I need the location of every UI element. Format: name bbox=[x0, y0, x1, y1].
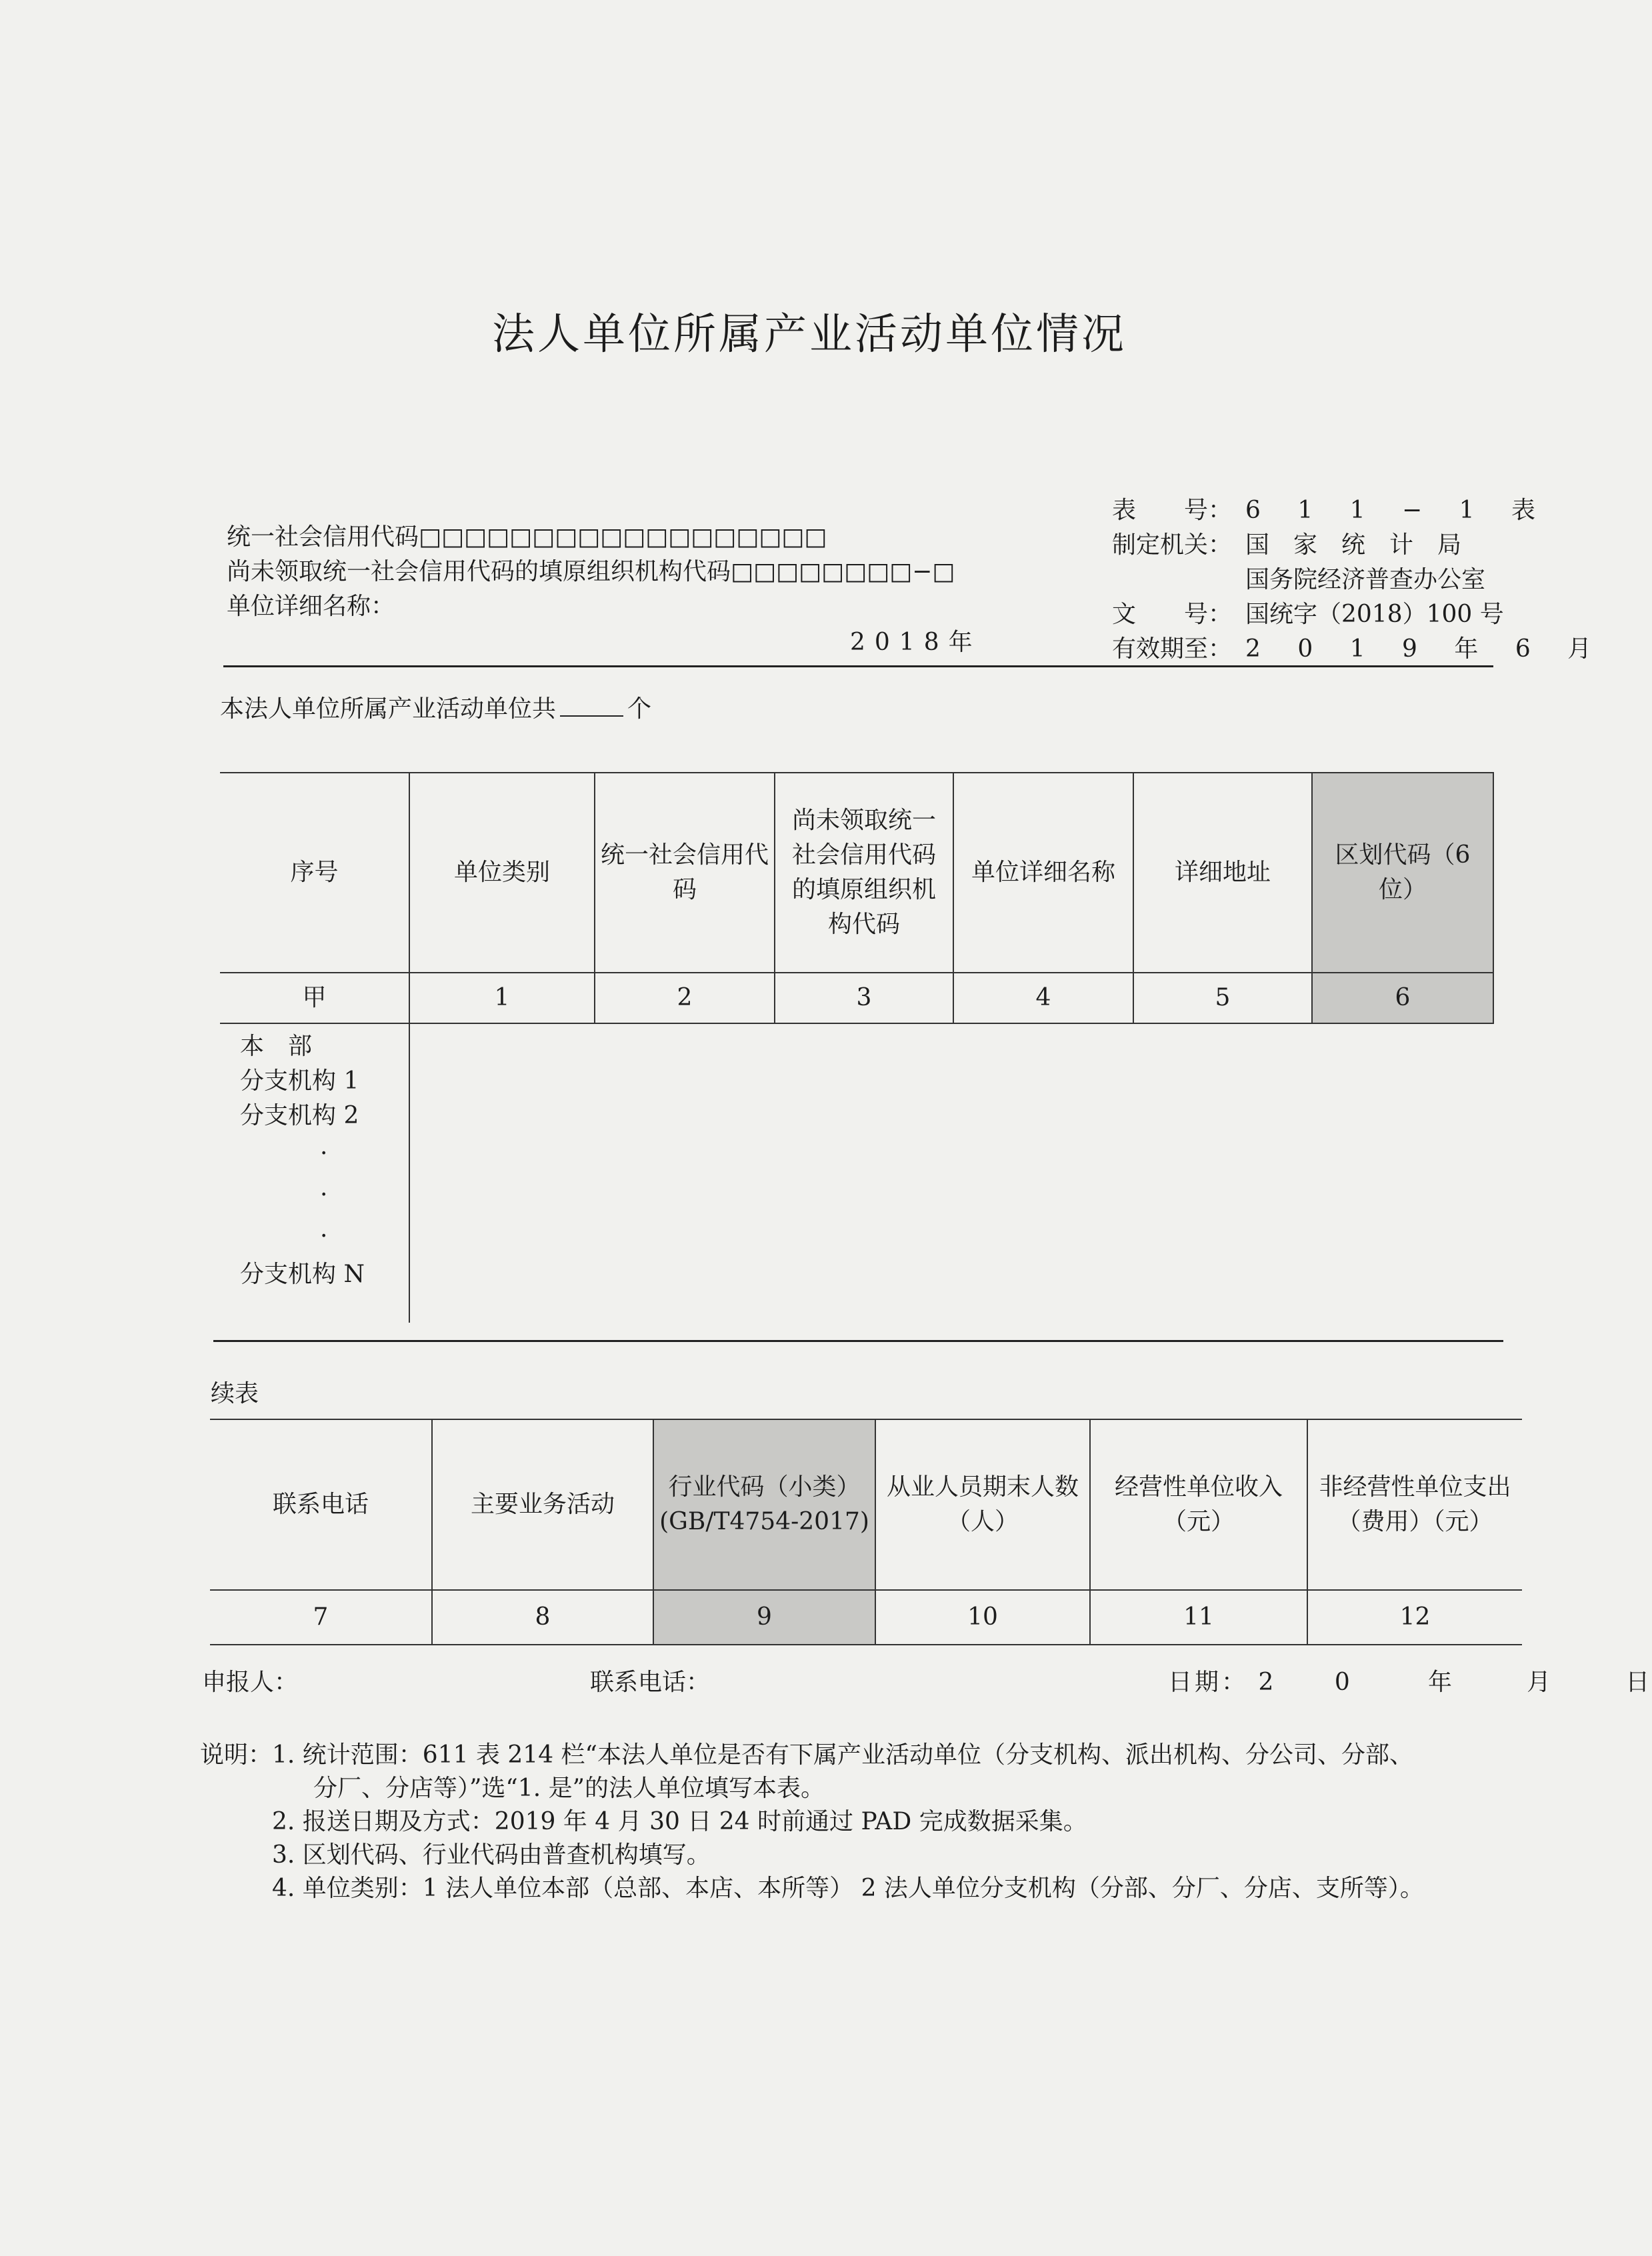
form-year: 2018年 bbox=[850, 629, 982, 656]
note-4: 4. 单位类别：1 法人单位本部（总部、本店、本所等） 2 法人单位分支机构（分部、分厂、分店、支所等）。 bbox=[272, 1875, 1424, 1902]
col-num-11: 11 bbox=[1090, 1590, 1307, 1645]
count-suffix: 个 bbox=[627, 695, 652, 723]
org-code-field[interactable]: 尚未领取统一社会信用代码的填原组织机构代码□□□□□□□□−□ bbox=[227, 558, 955, 585]
continued-label: 续表 bbox=[211, 1380, 259, 1407]
form-no-label: 表 号： bbox=[1112, 497, 1233, 524]
col-num-12: 12 bbox=[1307, 1590, 1522, 1645]
col-num-6: 6 bbox=[1312, 973, 1493, 1023]
note-2: 2. 报送日期及方式：2019 年 4 月 30 日 24 时前通过 PAD 完成数据采集。 bbox=[272, 1808, 1087, 1835]
col-header-credit-code: 统一社会信用代码 bbox=[595, 773, 775, 973]
date-day: 日 bbox=[1625, 1669, 1652, 1696]
reporter-field[interactable]: 申报人： bbox=[202, 1669, 299, 1696]
count-prefix: 本法人单位所属产业活动单位共 bbox=[220, 695, 557, 723]
valid-until: 2 0 1 9 年 6 月 bbox=[1245, 635, 1607, 663]
row-label-branch-n: 分支机构 N bbox=[240, 1261, 365, 1288]
col-num-3: 3 bbox=[775, 973, 953, 1023]
form-title: 法人单位所属产业活动单位情况 bbox=[492, 310, 1127, 359]
credit-code-field[interactable]: 统一社会信用代码□□□□□□□□□□□□□□□□□□ bbox=[227, 523, 827, 551]
col-header-address: 详细地址 bbox=[1133, 773, 1312, 973]
col-header-unit-name: 单位详细名称 bbox=[953, 773, 1133, 973]
valid-label: 有效期至： bbox=[1112, 635, 1233, 663]
authority-2: 国务院经济普查办公室 bbox=[1245, 566, 1486, 593]
contact-phone-field[interactable]: 联系电话： bbox=[590, 1669, 711, 1696]
continued-table bbox=[210, 1419, 1522, 1645]
note-1a: 1. 统计范围：611 表 214 栏“本法人单位是否有下属产业活动单位（分支机构、派出机构、分公司、分部、 bbox=[272, 1741, 1413, 1769]
authority-label: 制定机关： bbox=[1112, 531, 1233, 559]
col-num-2: 2 bbox=[595, 973, 775, 1023]
date-year: 年 bbox=[1427, 1669, 1455, 1696]
col-header-employees: 从业人员期末人数（人） bbox=[875, 1419, 1090, 1590]
doc-no: 国统字（2018）100 号 bbox=[1245, 601, 1504, 628]
notes-section bbox=[200, 1739, 1507, 1905]
date-label: 日期： bbox=[1168, 1669, 1249, 1696]
notes-heading: 说明： bbox=[200, 1741, 273, 1769]
col-header-expenditure: 非经营性单位支出（费用）（元） bbox=[1307, 1419, 1522, 1590]
col-header-unit-type: 单位类别 bbox=[409, 773, 595, 973]
col-header-org-code: 尚未领取统一社会信用代码的填原组织机构代码 bbox=[775, 773, 953, 973]
col-header-industry-code: 行业代码（小类）(GB/T4754-2017) bbox=[653, 1419, 875, 1590]
col-num-7: 7 bbox=[210, 1590, 432, 1645]
col-num-4: 4 bbox=[953, 973, 1133, 1023]
col-num-1: 1 bbox=[409, 973, 595, 1023]
col-header-revenue: 经营性单位收入（元） bbox=[1090, 1419, 1307, 1590]
unit-count-line bbox=[220, 690, 651, 724]
doc-no-label: 文 号： bbox=[1112, 601, 1233, 628]
table-divider bbox=[213, 1340, 1503, 1342]
row-label-branch-2: 分支机构 2 bbox=[240, 1102, 359, 1129]
col-num-10: 10 bbox=[875, 1590, 1090, 1645]
col-header-main-business: 主要业务活动 bbox=[432, 1419, 653, 1590]
date-field[interactable] bbox=[1168, 1663, 1652, 1697]
note-1b: 分厂、分店等）”选“1. 是”的法人单位填写本表。 bbox=[313, 1775, 825, 1802]
header-left bbox=[227, 520, 955, 624]
unit-count-blank[interactable] bbox=[560, 695, 623, 717]
row-ellipsis-dot: · bbox=[320, 1140, 328, 1167]
form-no: 6 1 1 − 1 表 bbox=[1245, 497, 1550, 524]
unit-name-field[interactable]: 单位详细名称： bbox=[227, 593, 395, 620]
col-num-9: 9 bbox=[653, 1590, 875, 1645]
date-month: 月 bbox=[1527, 1669, 1554, 1696]
row-label-branch-1: 分支机构 1 bbox=[240, 1067, 359, 1095]
table-body-blank[interactable] bbox=[409, 1023, 1493, 1323]
col-header-phone: 联系电话 bbox=[210, 1419, 432, 1590]
col-num-5: 5 bbox=[1133, 973, 1312, 1023]
authority-1: 国 家 统 计 局 bbox=[1245, 531, 1462, 559]
row-ellipsis-dot: · bbox=[320, 1223, 328, 1250]
note-3: 3. 区划代码、行业代码由普查机构填写。 bbox=[272, 1841, 711, 1869]
row-label-hq: 本 部 bbox=[240, 1033, 313, 1060]
header-right bbox=[1112, 493, 1607, 667]
col-header-region-code: 区划代码（6位） bbox=[1312, 773, 1493, 973]
header-divider bbox=[223, 665, 1493, 667]
col-num-jia: 甲 bbox=[220, 973, 409, 1023]
main-table bbox=[220, 772, 1494, 1323]
row-labels bbox=[220, 1023, 409, 1323]
date-century: 2 0 bbox=[1258, 1669, 1377, 1696]
row-ellipsis-dot: · bbox=[320, 1181, 328, 1209]
col-num-8: 8 bbox=[432, 1590, 653, 1645]
col-header-seq: 序号 bbox=[220, 773, 409, 973]
